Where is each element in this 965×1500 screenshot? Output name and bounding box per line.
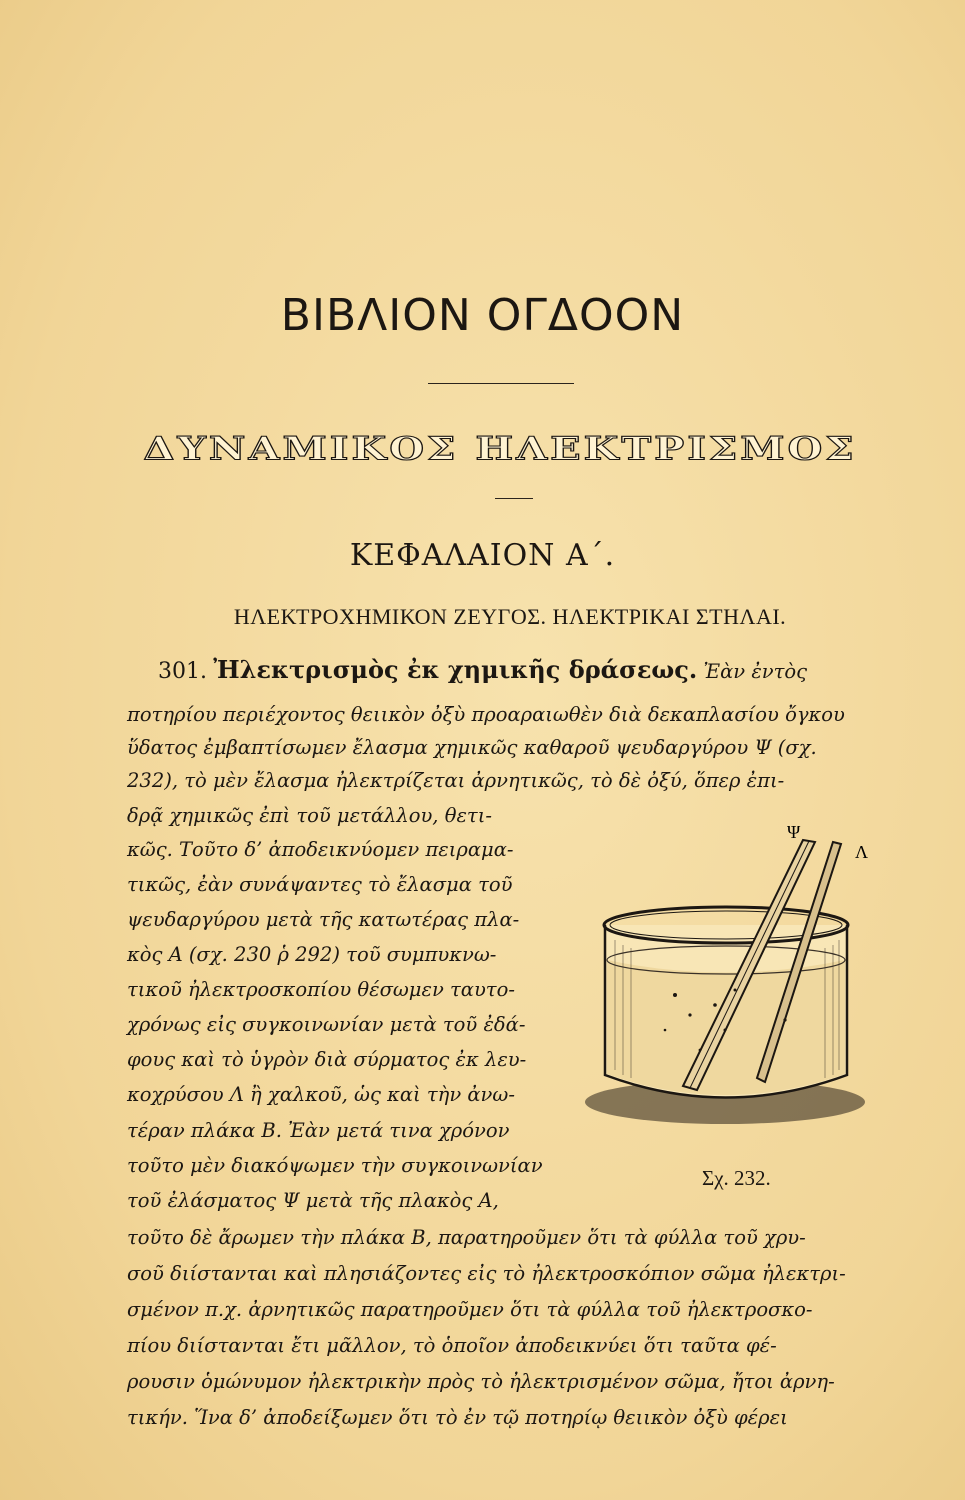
text-line: ποτηρίου περιέχοντος θειικὸν ὀξὺ προαραιωθὲν διὰ δεκαπλασίου ὄγκου — [127, 703, 845, 726]
figure-label-platinum: Λ — [855, 842, 869, 862]
text-line: ὕδατος ἐμβαπτίσωμεν ἔλασμα χημικῶς καθαροῦ ψευδαργύρου Ψ (σχ. — [127, 736, 817, 759]
paragraph-heading: Ἠλεκτρισμὸς ἐκ χημικῆς δράσεως. — [213, 655, 698, 684]
figure-label-zinc: Ψ — [787, 822, 801, 842]
text-line: ρουσιν ὁμώνυμον ἠλεκτρικὴν πρὸς τὸ ἠλεκτρισμένον σῶμα, ἤτοι ἀρνη- — [127, 1370, 835, 1393]
text-line: χρόνως εἰς συγκοινωνίαν μετὰ τοῦ ἐδά- — [127, 1013, 526, 1036]
figure-caption: Σχ. 232. — [702, 1166, 771, 1190]
text-line: σμένον π.χ. ἀρνητικῶς παρατηροῦμεν ὅτι τὰ φύλλα τοῦ ἠλεκτροσκο- — [127, 1298, 813, 1321]
section-title: ΔΥΝΑΜΙΚΟΣ ΗΛΕΚΤΡΙΣΜΟΣ — [143, 429, 857, 468]
text-line: ψευδαργύρου μετὰ τῆς κατωτέρας πλα- — [127, 908, 520, 931]
chapter-subtitle: ΗΛΕΚΤΡΟΧΗΜΙΚΟΝ ΖΕΥΓΟΣ. ΗΛΕΚΤΡΙΚΑΙ ΣΤΗΛΑΙ. — [233, 604, 787, 629]
paragraph-number: 301. — [158, 659, 207, 684]
text-line: τοῦτο μὲν διακόψωμεν τὴν συγκοινωνίαν — [127, 1154, 543, 1177]
paragraph-first-line-rest: Ἐὰν ἐντὸς — [703, 660, 808, 683]
text-line: σοῦ διίστανται καὶ πλησιάζοντες εἰς τὸ ἠλεκτροσκόπιον σῶμα ἠλεκτρι- — [127, 1262, 846, 1285]
title-rule — [428, 383, 574, 384]
text-line: δρᾷ χημικῶς ἐπὶ τοῦ μετάλλου, θετι- — [127, 804, 492, 827]
text-line: πίου διίστανται ἔτι μᾶλλον, τὸ ὁποῖον ἀποδεικνύει ὅτι ταῦτα φέ- — [127, 1334, 777, 1357]
section-rule — [495, 498, 533, 499]
text-line: κὸς Α (σχ. 230 ῥ 292) τοῦ συμπυκνω- — [127, 943, 497, 966]
text-line: τικοῦ ἠλεκτροσκοπίου θέσωμεν ταυτο- — [127, 978, 515, 1001]
book-title: ΒΙΒΛΙΟΝ ΟΓΔΟΟΝ — [280, 290, 685, 341]
text-line: 232), τὸ μὲν ἔλασμα ἠλεκτρίζεται ἀρνητικῶς, τὸ δὲ ὀξύ, ὅπερ ἐπι- — [127, 769, 785, 792]
text-line: κῶς. Τοῦτο δ’ ἀποδεικνύομεν πειραμα- — [127, 838, 514, 861]
text-line: τέραν πλάκα Β. Ἐὰν μετά τινα χρόνον — [127, 1119, 510, 1142]
paragraph-first-line — [158, 655, 807, 687]
chapter-title: ΚΕΦΑΛΑΙΟΝ Α΄. — [349, 538, 616, 573]
text-line: τοῦτο δὲ ἄρωμεν τὴν πλάκα Β, παρατηροῦμεν ὅτι τὰ φύλλα τοῦ χρυ- — [127, 1226, 806, 1249]
text-line: τικήν. Ἵνα δ’ ἀποδείξωμεν ὅτι τὸ ἐν τῷ ποτηρίῳ θειικὸν ὀξὺ φέρει — [127, 1406, 788, 1429]
text-line: τικῶς, ἐὰν συνάψαντες τὸ ἔλασμα τοῦ — [127, 873, 513, 896]
text-line: κοχρύσου Λ ἢ χαλκοῦ, ὡς καὶ τὴν ἀνω- — [127, 1083, 515, 1106]
figure-beaker-illustration — [575, 820, 875, 1140]
text-line: φους καὶ τὸ ὑγρὸν διὰ σύρματος ἐκ λευ- — [127, 1048, 527, 1071]
text-line: τοῦ ἐλάσματος Ψ μετὰ τῆς πλακὸς Α, — [127, 1189, 499, 1212]
